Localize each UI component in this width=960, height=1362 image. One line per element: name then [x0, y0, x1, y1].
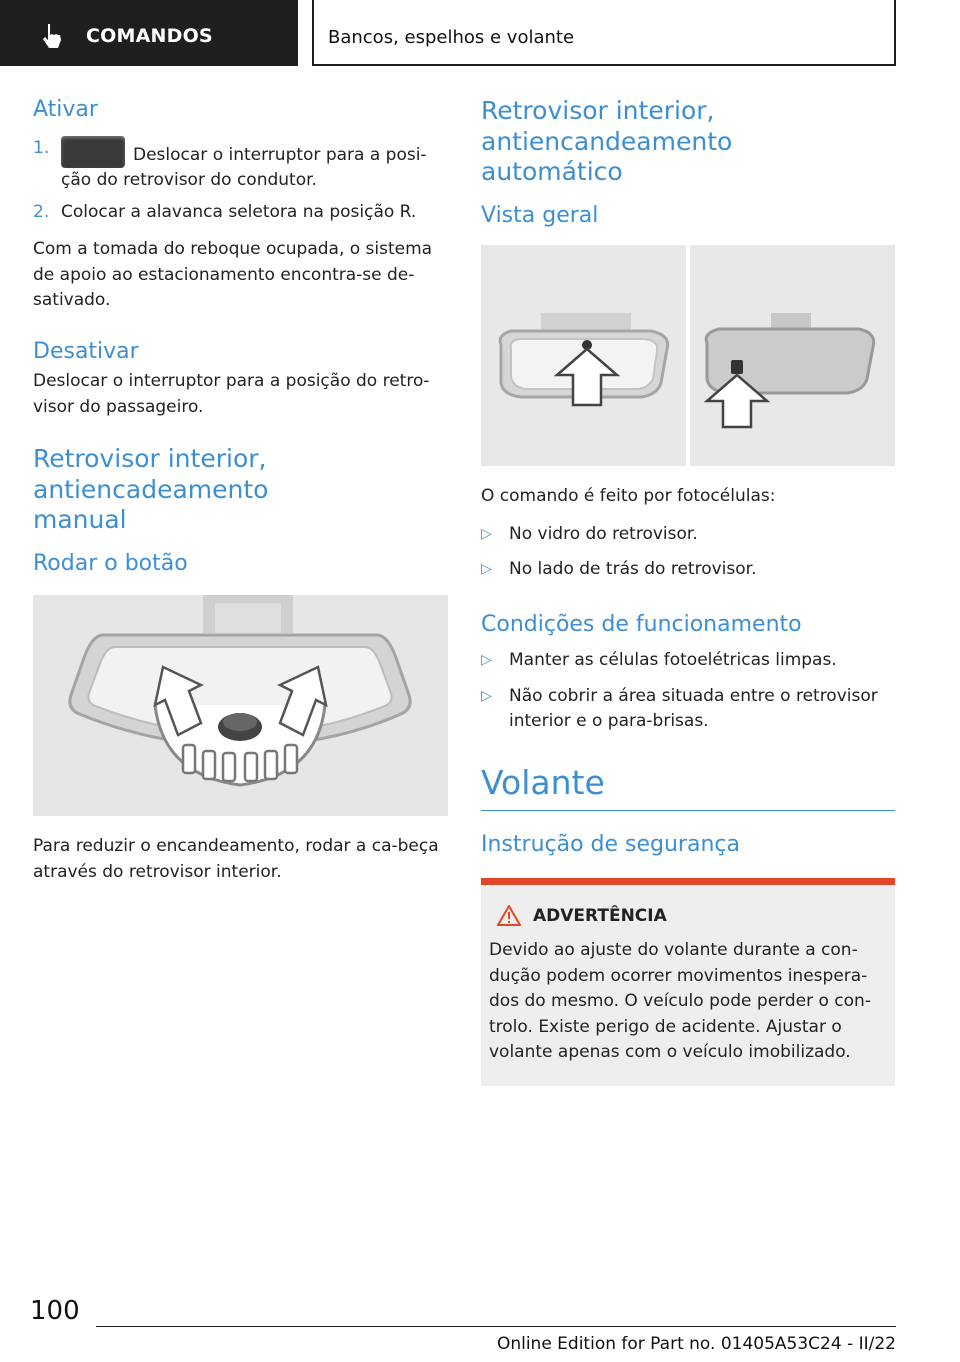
triangle-bullet-icon: ▷ — [481, 561, 492, 577]
desativar-text: Deslocar o interruptor para a posição do retro‐visor do passageiro. — [33, 371, 430, 417]
chapter-tab — [312, 0, 896, 66]
heading-conditions: Condições de funcionamento — [481, 611, 802, 637]
bullet-text: Manter as células fotoelétricas limpas. — [509, 650, 837, 670]
step-text — [61, 136, 448, 194]
manual-mirror-illustration — [33, 595, 448, 816]
auto-mirror-figure — [481, 245, 895, 466]
bullet-text: No lado de trás do retrovisor. — [509, 559, 757, 579]
step-number: 1. — [33, 137, 50, 158]
manual-caption: Para reduzir o encandeamento, rodar a ca‐beça através do retrovisor interior. — [33, 836, 439, 882]
list-item — [481, 557, 895, 583]
list-item — [481, 522, 895, 548]
footer-divider — [96, 1326, 896, 1327]
warning-triangle-icon — [497, 905, 521, 926]
heading-vista-geral: Vista geral — [481, 202, 599, 228]
heading-volante: Volante — [481, 763, 895, 811]
heading-manual-mirror: Retrovisor interior, antiencadeamento manual — [33, 444, 269, 534]
manual-mirror-figure — [33, 595, 448, 816]
warning-title — [489, 905, 887, 926]
step-2 — [33, 200, 448, 226]
heading-safety: Instrução de segurança — [481, 831, 740, 857]
warning-text: Devido ao ajuste do volante durante a con‐dução podem ocorrer movimentos inespera‐dos do mesmo. O veículo pode perder o con‐trolo. Existe perigo de acidente. Ajustar o volante apenas com o veículo imobilizado. — [489, 940, 871, 1062]
right-column — [481, 96, 895, 1086]
left-column — [33, 96, 448, 903]
warning-box — [481, 878, 895, 1086]
list-item — [481, 648, 895, 674]
page-number: 100 — [30, 1296, 80, 1326]
hand-pointer-icon — [40, 22, 64, 50]
list-item — [481, 684, 895, 735]
heading-ativar: Ativar — [33, 97, 98, 122]
step-1 — [33, 136, 448, 194]
heading-desativar: Desativar — [33, 338, 139, 364]
step-number: 2. — [33, 201, 50, 222]
heading-auto-mirror: Retrovisor interior, antiencandeamento automático — [481, 96, 733, 186]
step-2-text: Colocar a alavanca seletora na posição R. — [61, 201, 417, 222]
page-footer — [0, 1286, 960, 1356]
chapter-title: Bancos, espelhos e volante — [328, 27, 575, 48]
mirror-switch-icon — [61, 136, 125, 168]
triangle-bullet-icon: ▷ — [481, 525, 492, 542]
edition-text: Online Edition for Part no. 01405A53C24 - II/22 — [496, 1334, 896, 1354]
triangle-bullet-icon: ▷ — [481, 652, 492, 668]
auto-mirror-illustration — [481, 245, 895, 466]
section-label: COMANDOS — [86, 25, 213, 47]
warning-title-text: ADVERTÊNCIA — [533, 905, 667, 926]
bullet-text: Não cobrir a área situada entre o retrovisor interior e o para-brisas. — [509, 685, 878, 731]
bullet-text: No vidro do retrovisor. — [509, 523, 698, 544]
page-header — [0, 0, 960, 66]
step-1-text: Deslocar o interruptor para a posi‐ção do retrovisor do condutor. — [61, 144, 427, 190]
auto-intro: O comando é feito por fotocélulas: — [481, 486, 776, 506]
triangle-bullet-icon: ▷ — [481, 687, 492, 704]
ativar-note: Com a tomada do reboque ocupada, o sistema de apoio ao estacionamento encontra-se de‐sativado. — [33, 239, 433, 310]
section-tab — [0, 0, 298, 66]
heading-rodar-botao: Rodar o botão — [33, 550, 188, 576]
